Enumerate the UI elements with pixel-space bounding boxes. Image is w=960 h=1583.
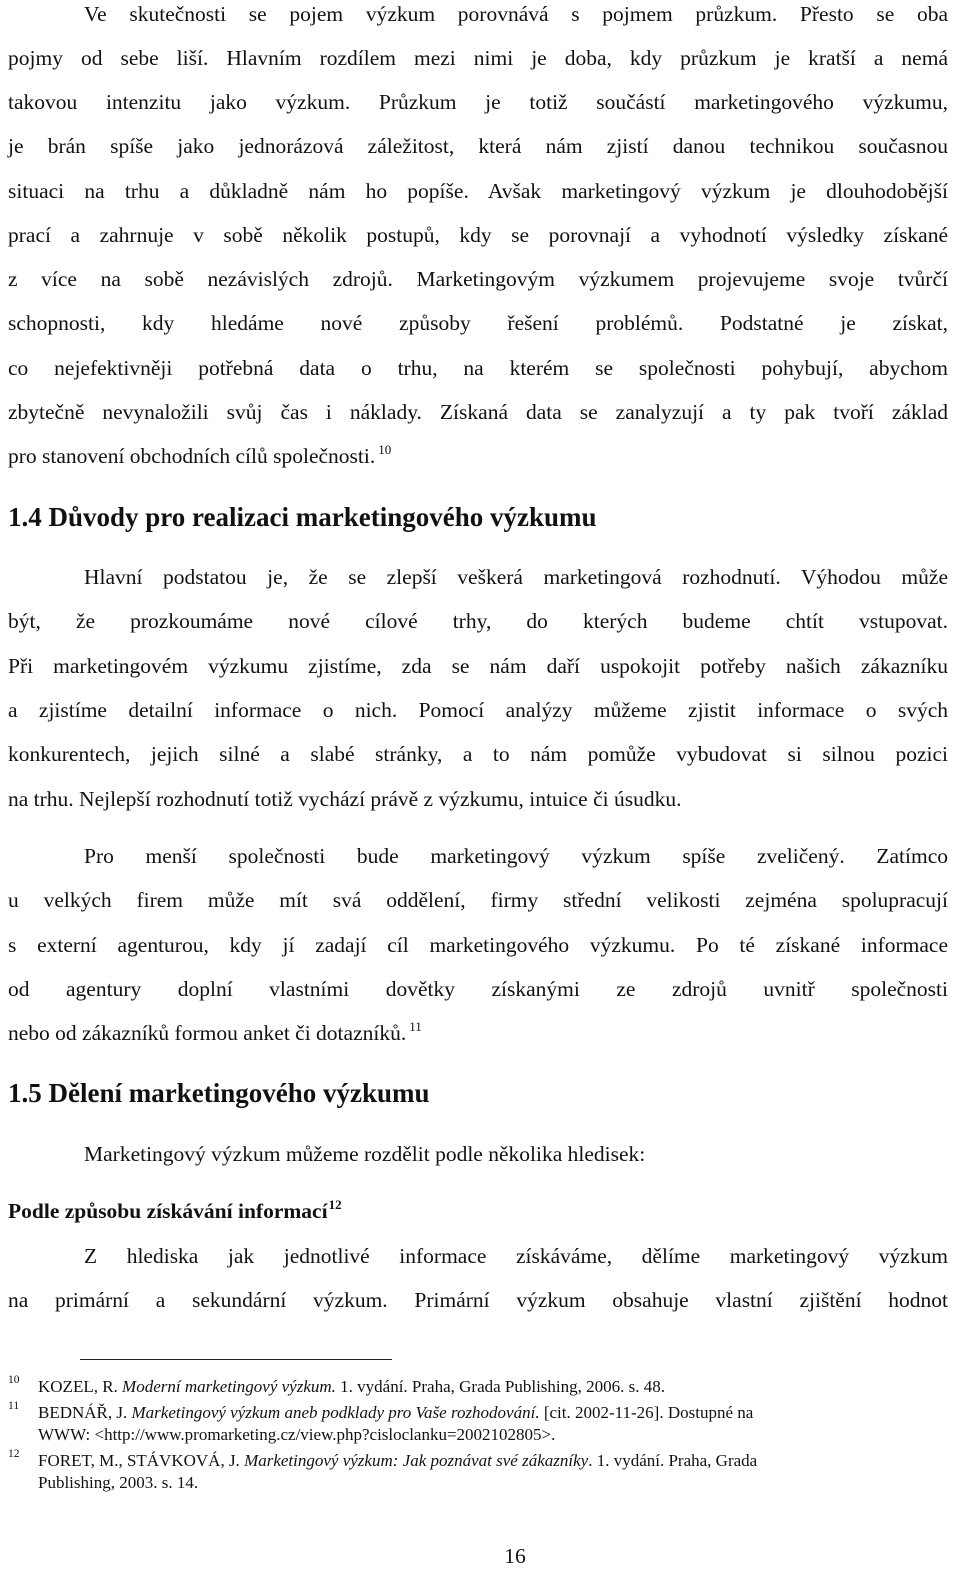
footnote-author: BEDNÁŘ, J. <box>38 1403 132 1422</box>
footnote-title: Marketingový výzkum aneb podklady pro Vaše rozhodování. <box>131 1403 540 1422</box>
footnote-number: 10 <box>8 1374 20 1386</box>
heading-1-5: 1.5 Dělení marketingového výzkumu <box>8 1078 430 1108</box>
footnote-title: Marketingový výzkum: Jak poznávat své zákazníky <box>244 1451 589 1470</box>
text-line: zbytečně nevynaložili svůj čas i náklady. Získaná data se zanalyzují a ty pak tvoří základ <box>8 400 948 424</box>
text-line: je brán spíše jako jednorázová záležitost, která nám zjistí danou technikou současnou <box>8 134 948 158</box>
text-span: pro stanovení obchodních cílů společnosti. <box>8 444 376 468</box>
text-line-last <box>8 442 948 470</box>
text-line: a zjistíme detailní informace o nich. Pomocí analýzy můžeme zjistit informace o svých <box>8 698 948 722</box>
footnote-text-cont: Publishing, 2003. s. 14. <box>38 1473 199 1492</box>
subheading <box>8 1197 948 1225</box>
footnote-ref-12[interactable]: 12 <box>328 1197 342 1212</box>
text-line-last <box>8 1019 948 1047</box>
footnote-number: 11 <box>8 1400 20 1412</box>
footnote-author: KOZEL, R. <box>38 1377 123 1396</box>
footnote-text <box>38 1450 757 1471</box>
footnote-ref-11[interactable]: 11 <box>409 1019 422 1034</box>
footnote-rest: . 1. vydání. Praha, Grada <box>588 1451 758 1470</box>
text-line: co nejefektivněji potřebná data o trhu, na kterém se společnosti pohybují, abychom <box>8 356 948 380</box>
footnote-number: 12 <box>8 1448 20 1460</box>
footnote-ref-10[interactable]: 10 <box>378 442 392 457</box>
text-line: Pro menší společnosti bude marketingový výzkum spíše zveličený. Zatímco <box>84 844 948 868</box>
text-span: nebo od zákazníků formou anket či dotazníků. <box>8 1021 407 1045</box>
paragraph-4: Marketingový výzkum můžeme rozdělit podle několika hledisek: <box>84 1142 646 1166</box>
text-line: pojmy od sebe liší. Hlavním rozdílem mezi nimi je doba, kdy průzkum je kratší a nemá <box>8 46 948 70</box>
text-line: z více na sobě nezávislých zdrojů. Marketingovým výzkumem projevujeme svoje tvůrčí <box>8 267 948 291</box>
text-line: Hlavní podstatou je, že se zlepší veškerá marketingová rozhodnutí. Výhodou může <box>84 565 948 589</box>
footnote-text <box>38 1376 665 1397</box>
text-line: Při marketingovém výzkumu zjistíme, zda se nám daří uspokojit potřeby našich zákazníku <box>8 654 948 678</box>
text-line: u velkých firem může mít svá oddělení, firmy střední velikosti zejména spolupracují <box>8 888 948 912</box>
footnote-separator <box>80 1359 392 1360</box>
subheading-text: Podle způsobu získávání informací <box>8 1199 328 1223</box>
text-line: od agentury doplní vlastními dovětky získanými ze zdrojů uvnitř společnosti <box>8 977 948 1001</box>
text-line-last: na trhu. Nejlepší rozhodnutí totiž vychází právě z výzkumu, intuice či úsudku. <box>8 787 682 811</box>
text-line: na primární a sekundární výzkum. Primární výzkum obsahuje vlastní zjištění hodnot <box>8 1288 948 1312</box>
footnote-rest: 1. vydání. Praha, Grada Publishing, 2006. s. 48. <box>335 1377 666 1396</box>
footnote-title: Moderní marketingový výzkum. <box>122 1377 336 1396</box>
footnote-text <box>38 1402 753 1423</box>
heading-1-4: 1.4 Důvody pro realizaci marketingového výzkumu <box>8 502 597 532</box>
text-line: situaci na trhu a důkladně nám ho popíše. Avšak marketingový výzkum je dlouhodobější <box>8 179 948 203</box>
page-number: 16 <box>504 1544 526 1568</box>
footnote-author: FORET, M., STÁVKOVÁ, J. <box>38 1451 245 1470</box>
text-line: s externí agenturou, kdy jí zadají cíl marketingového výzkumu. Po té získané informace <box>8 933 948 957</box>
text-line: Z hlediska jak jednotlivé informace získáváme, dělíme marketingový výzkum <box>84 1244 948 1268</box>
footnote-url[interactable]: WWW: <http://www.promarketing.cz/view.php?cisloclanku=2002102805>. <box>38 1425 556 1444</box>
text-line: konkurentech, jejich silné a slabé stránky, a to nám pomůže vybudovat si silnou pozici <box>8 742 948 766</box>
text-line: Ve skutečnosti se pojem výzkum porovnává s pojmem průzkum. Přesto se oba <box>84 2 948 26</box>
text-line: schopnosti, kdy hledáme nové způsoby řešení problémů. Podstatné je získat, <box>8 311 948 335</box>
text-line: takovou intenzitu jako výzkum. Průzkum je totiž součástí marketingového výzkumu, <box>8 90 948 114</box>
text-line: prací a zahrnuje v sobě několik postupů, kdy se porovnají a vyhodnotí výsledky získané <box>8 223 948 247</box>
footnote-rest: [cit. 2002-11-26]. Dostupné na <box>539 1403 754 1422</box>
text-line: být, že prozkoumáme nové cílové trhy, do kterých budeme chtít vstupovat. <box>8 609 948 633</box>
